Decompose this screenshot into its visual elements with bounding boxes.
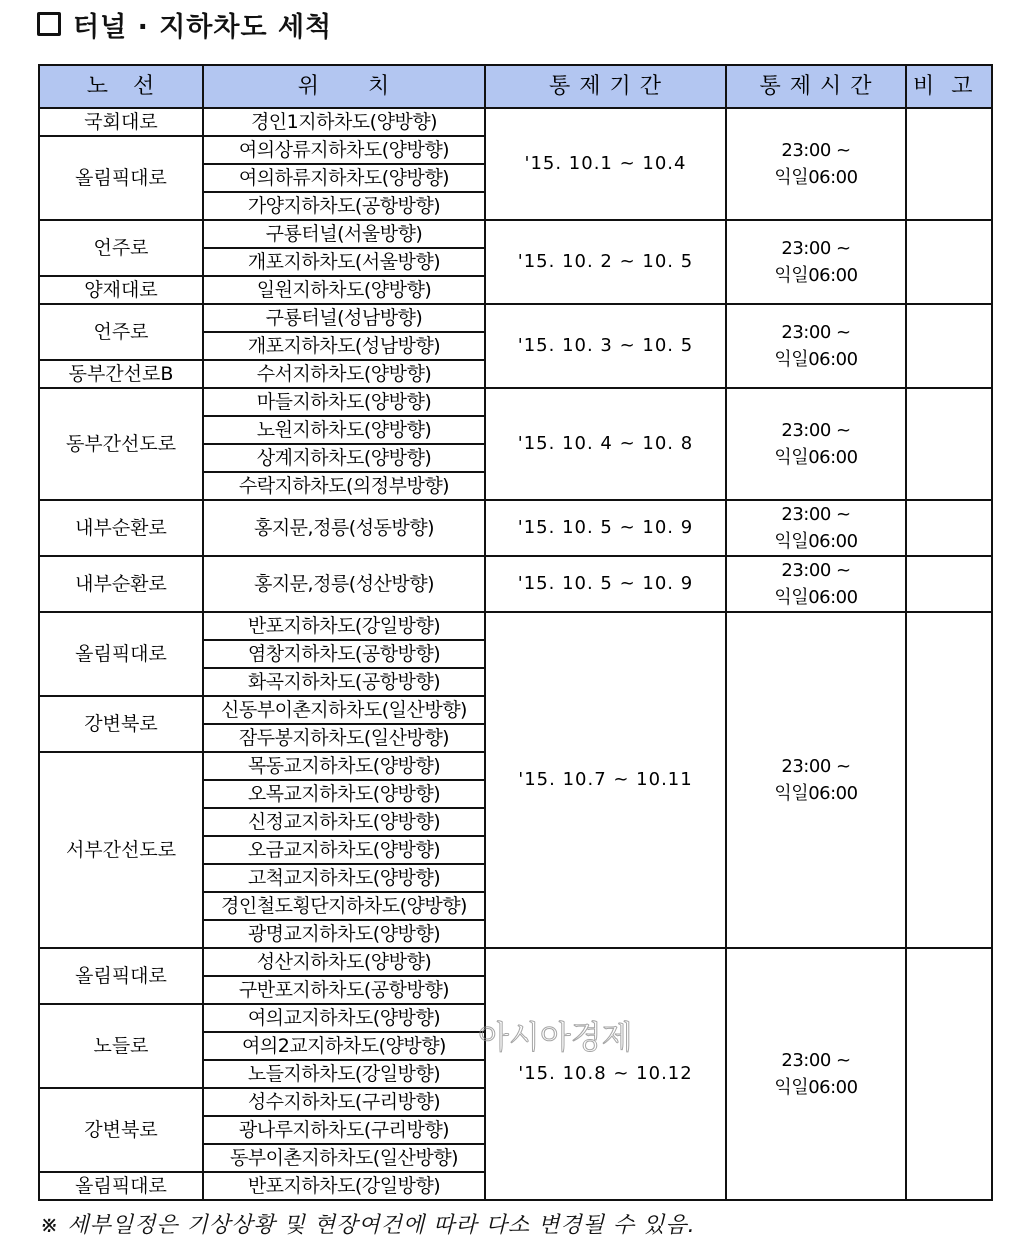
route-cell: 양재대로 [39,276,203,304]
time-end: 익일06:00 [774,1077,858,1098]
location-cell: 경인철도횡단지하차도(양방향) [203,892,485,920]
empty-square-icon [37,12,61,36]
location-cell: 수서지하차도(양방향) [203,360,485,388]
location-cell: 일원지하차도(양방향) [203,276,485,304]
header-remarks: 비 고 [906,65,992,108]
table-row [39,948,992,976]
location-cell: 신정교지하차도(양방향) [203,808,485,836]
location-cell: 광명교지하차도(양방향) [203,920,485,948]
remarks-cell [906,108,992,220]
route-cell: 내부순환로 [39,556,203,612]
period-cell: '15. 10.7 ~ 10.11 [485,612,726,948]
period-cell: '15. 10. 5 ~ 10. 9 [485,556,726,612]
location-cell: 잠두봉지하차도(일산방향) [203,724,485,752]
period-cell: '15. 10.1 ~ 10.4 [485,108,726,220]
time-end: 익일06:00 [774,167,858,188]
route-cell: 국회대로 [39,108,203,136]
location-cell: 여의상류지하차도(양방향) [203,136,485,164]
route-cell: 올림픽대로 [39,136,203,220]
route-cell: 올림픽대로 [39,1172,203,1200]
time-start: 23:00 ~ [781,420,851,441]
location-cell: 목동교지하차도(양방향) [203,752,485,780]
table-row [39,388,992,416]
table-row [39,556,992,612]
time-end: 익일06:00 [774,783,858,804]
location-cell: 화곡지하차도(공항방향) [203,668,485,696]
table-row [39,304,992,332]
header-route: 노 선 [39,65,203,108]
time-end: 익일06:00 [774,587,858,608]
location-cell: 광나루지하차도(구리방향) [203,1116,485,1144]
table-body [39,108,992,1200]
location-cell: 여의하류지하차도(양방향) [203,164,485,192]
watermark: 아시아경제 [478,1018,633,1056]
location-cell: 홍지문,정릉(성산방향) [203,556,485,612]
route-cell: 노들로 [39,1004,203,1088]
location-cell: 마들지하차도(양방향) [203,388,485,416]
location-cell: 경인1지하차도(양방향) [203,108,485,136]
time-cell [726,948,906,1200]
time-end: 익일06:00 [774,447,858,468]
period-cell: '15. 10. 3 ~ 10. 5 [485,304,726,388]
time-cell [726,108,906,220]
location-cell: 신동부이촌지하차도(일산방향) [203,696,485,724]
time-start: 23:00 ~ [781,322,851,343]
location-cell: 수락지하차도(의정부방향) [203,472,485,500]
location-cell: 동부이촌지하차도(일산방향) [203,1144,485,1172]
location-cell: 구룡터널(서울방향) [203,220,485,248]
time-cell [726,500,906,556]
section-title-text: 터널 · 지하차도 세척 [73,11,333,43]
closure-schedule-table [38,64,993,1201]
route-cell: 올림픽대로 [39,612,203,696]
location-cell: 홍지문,정릉(성동방향) [203,500,485,556]
time-start: 23:00 ~ [781,140,851,161]
location-cell: 오목교지하차도(양방향) [203,780,485,808]
remarks-cell [906,500,992,556]
time-end: 익일06:00 [774,349,858,370]
period-cell: '15. 10. 4 ~ 10. 8 [485,388,726,500]
table-row [39,612,992,640]
location-cell: 여의교지하차도(양방향) [203,1004,485,1032]
header-time: 통 제 시 간 [726,65,906,108]
period-cell: '15. 10. 2 ~ 10. 5 [485,220,726,304]
table-header-row [39,65,992,108]
time-end: 익일06:00 [774,531,858,552]
location-cell: 여의2교지하차도(양방향) [203,1032,485,1060]
location-cell: 개포지하차도(서울방향) [203,248,485,276]
footnote: ※ 세부일정은 기상상황 및 현장여건에 따라 다소 변경될 수 있음. [40,1213,696,1238]
time-cell [726,612,906,948]
location-cell: 고척교지하차도(양방향) [203,864,485,892]
location-cell: 상계지하차도(양방향) [203,444,485,472]
route-cell: 언주로 [39,304,203,360]
location-cell: 성산지하차도(양방향) [203,948,485,976]
route-cell: 강변북로 [39,696,203,752]
time-end: 익일06:00 [774,265,858,286]
table-row [39,220,992,248]
time-cell [726,304,906,388]
route-cell: 동부간선도로 [39,388,203,500]
time-start: 23:00 ~ [781,560,851,581]
time-start: 23:00 ~ [781,1050,851,1071]
time-cell [726,388,906,500]
location-cell: 성수지하차도(구리방향) [203,1088,485,1116]
section-title [37,6,332,42]
location-cell: 가양지하차도(공항방향) [203,192,485,220]
time-cell [726,220,906,304]
remarks-cell [906,388,992,500]
location-cell: 구반포지하차도(공항방향) [203,976,485,1004]
route-cell: 내부순환로 [39,500,203,556]
route-cell: 서부간선도로 [39,752,203,948]
remarks-cell [906,948,992,1200]
remarks-cell [906,304,992,388]
period-cell: '15. 10. 5 ~ 10. 9 [485,500,726,556]
header-location: 위 치 [203,65,485,108]
table-row [39,108,992,136]
location-cell: 구룡터널(성남방향) [203,304,485,332]
route-cell: 동부간선로B [39,360,203,388]
route-cell: 강변북로 [39,1088,203,1172]
remarks-cell [906,612,992,948]
time-start: 23:00 ~ [781,756,851,777]
location-cell: 반포지하차도(강일방향) [203,612,485,640]
location-cell: 염창지하차도(공항방향) [203,640,485,668]
time-start: 23:00 ~ [781,238,851,259]
time-start: 23:00 ~ [781,504,851,525]
route-cell: 언주로 [39,220,203,276]
header-period: 통 제 기 간 [485,65,726,108]
location-cell: 개포지하차도(성남방향) [203,332,485,360]
remarks-cell [906,556,992,612]
route-cell: 올림픽대로 [39,948,203,1004]
location-cell: 반포지하차도(강일방향) [203,1172,485,1200]
table-row [39,500,992,556]
location-cell: 노들지하차도(강일방향) [203,1060,485,1088]
time-cell [726,556,906,612]
location-cell: 오금교지하차도(양방향) [203,836,485,864]
period-cell: '15. 10.8 ~ 10.12 [485,948,726,1200]
remarks-cell [906,220,992,304]
location-cell: 노원지하차도(양방향) [203,416,485,444]
